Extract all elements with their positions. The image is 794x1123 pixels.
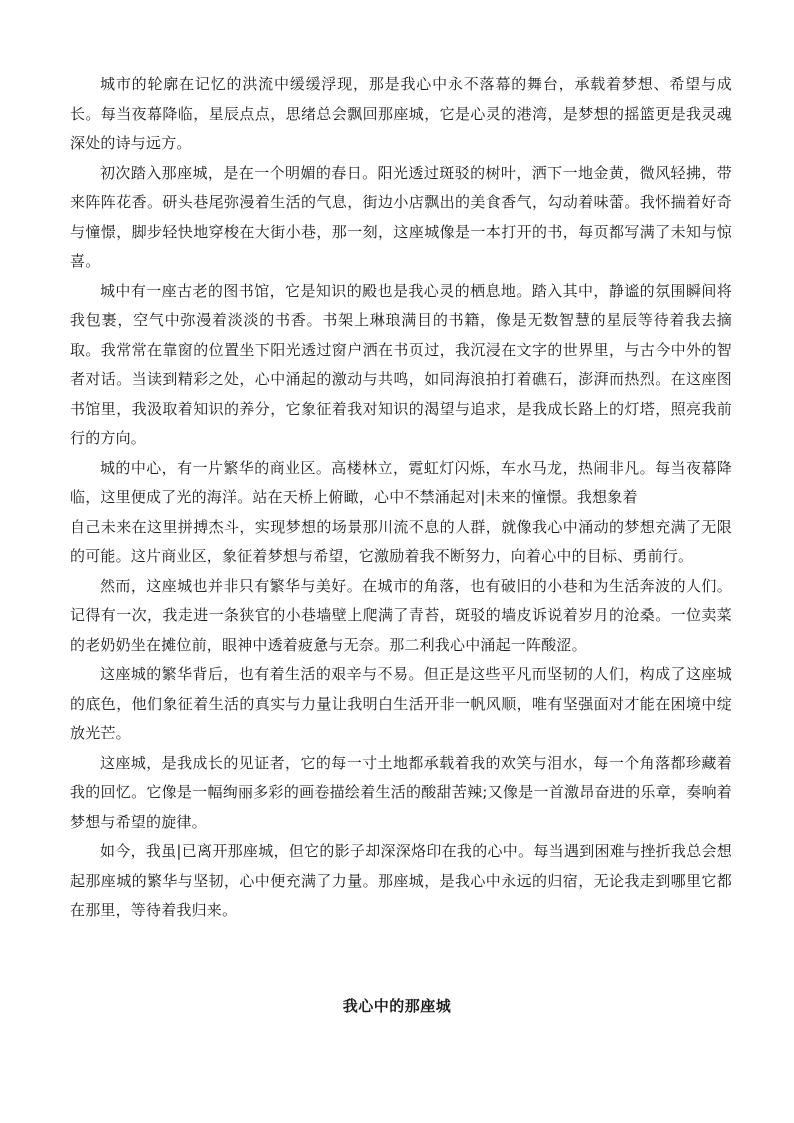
document-body bbox=[70, 70, 732, 926]
document-title: 我心中的那座城 bbox=[342, 997, 452, 1015]
paragraph: 然而，这座城也并非只有繁华与美好。在城市的角落，也有破旧的小巷和为生活奔波的人们。记得有一次，我走进一条狭官的小巷墙壁上爬满了青苔，斑驳的墙皮诉说着岁月的沧桑。一位卖菜的老奶奶坐在摊位前，眼神中透着疲惫与无奈。那二利我心中涌起一阵酸涩。 bbox=[70, 576, 732, 654]
paragraph: 这座城，是我成长的见证者，它的每一寸土地都承载着我的欢笑与泪水，每一个角落都珍藏着我的回忆。它像是一幅绚丽多彩的画卷描绘着生活的酸甜苦辣;又像是一首激昂奋进的乐章，奏响着梦想与希望的旋律。 bbox=[70, 753, 732, 831]
paragraph-continuation: 自己未来在这里拼搏杰斗，实现梦想的场景那川流不息的人群，就像我心中涌动的梦想充满了无限的可能。这片商业区，象征着梦想与希望，它激励着我不断努力，向着心中的目标、勇前行。 bbox=[70, 517, 732, 565]
paragraph: 城市的轮廓在记忆的洪流中缓缓浮现，那是我心中永不落幕的舞台，承载着梦想、希望与成长。每当夜幕降临，星辰点点，思绪总会飘回那座城，它是心灵的港湾，是梦想的摇篮更是我灵魂深处的诗与远方。 bbox=[70, 75, 732, 152]
paragraph: 初次踏入那座城，是在一个明媚的春日。阳光透过斑驳的树叶，洒下一地金黄，微风轻拂，带来阵阵花香。研头巷尾弥漫着生活的气息，街边小店飘出的美食香气，勾动着味蕾。我怀揣着好奇与憧憬，脚步轻快地穿梭在大街小巷，那一刻，这座城像是一本打开的书，每页都写满了未知与惊喜。 bbox=[70, 163, 732, 270]
paragraph: 城中有一座古老的图书馆，它是知识的殿也是我心灵的栖息地。踏入其中，静谧的氛围瞬间将我包裹，空气中弥漫着淡淡的书香。书架上琳琅满目的书籍，像是无数智慧的星辰等待着我去摘取。我常常在靠窗的位置坐下阳光透过窗户洒在书页过，我沉浸在文字的世界里，与古今中外的智者对话。当读到精彩之处，心中涌起的激动与共鸣，如同海浪拍打着礁石，澎湃而热烈。在这座图书馆里，我汲取着知识的养分，它象征着我对知识的渴望与追求，是我成长路上的灯塔，照亮我前行的方向。 bbox=[70, 281, 732, 447]
paragraph: 如今，我虽|已离开那座城，但它的影子却深深烙印在我的心中。每当遇到困难与挫折我总会想起那座城的繁华与坚韧，心中便充满了力量。那座城，是我心中永远的归宿，无论我走到哪里它都在那里，等待着我归来。 bbox=[70, 842, 732, 919]
paragraph: 城的中心，有一片繁华的商业区。高楼林立，霓虹灯闪烁，车水马龙，热闹非凡。每当夜幕降临，这里便成了光的海洋。站在天桥上俯瞰，心中不禁涌起对|未来的憧憬。我想象着 bbox=[70, 458, 732, 506]
paragraph: 这座城的繁华背后，也有着生活的艰辛与不易。但正是这些平凡而坚韧的人们，构成了这座城的底色，他们象征着生活的真实与力量让我明白生活开非一帆风顺，唯有坚强面对才能在困境中绽放光芒。 bbox=[70, 665, 732, 742]
